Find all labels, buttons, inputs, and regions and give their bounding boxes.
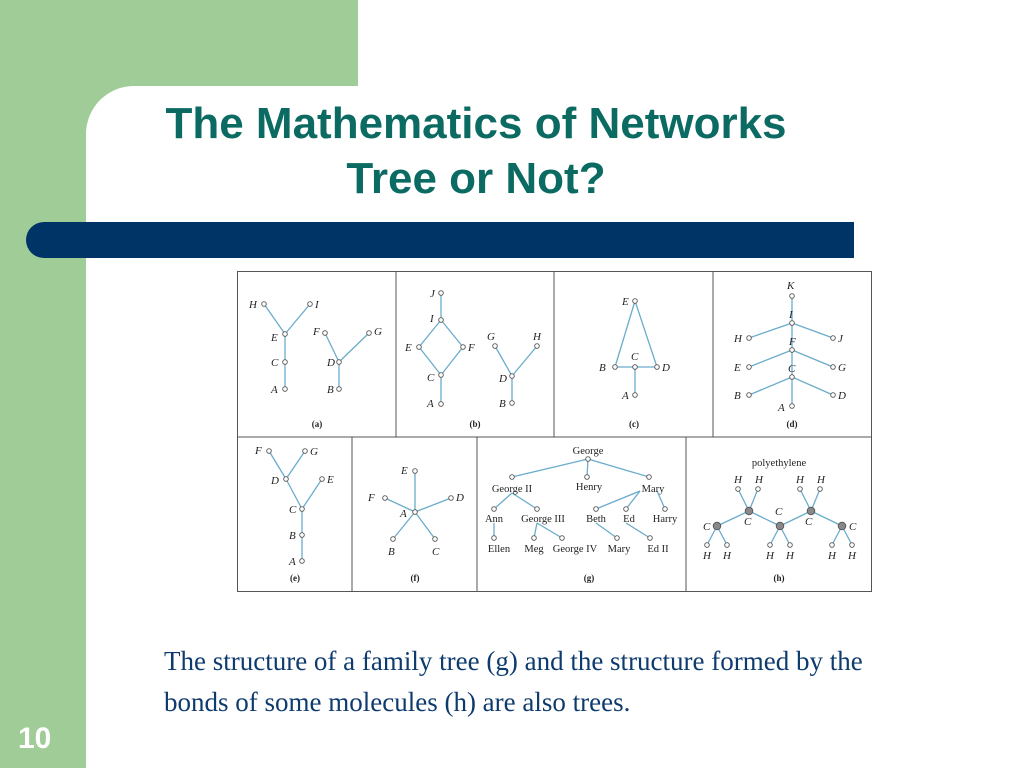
panel-h-label-h10: H <box>848 550 856 562</box>
panel-e-label-c: C <box>289 504 297 516</box>
panel-e-label-a: A <box>289 556 296 568</box>
panel-h-label-c3: C <box>775 506 783 518</box>
panel-c-label-e: E <box>622 296 629 308</box>
panel-c-label-c: C <box>631 351 639 363</box>
panel-g-label-ellen: Ellen <box>487 544 511 555</box>
panel-d-label-b: B <box>734 390 741 402</box>
panel-f-label-e: E <box>401 465 408 477</box>
panel-a-label-i: I <box>315 299 319 311</box>
panel-a-label-g: G <box>374 326 382 338</box>
panel-f-label-b: B <box>388 546 395 558</box>
panel-h-label-h1: H <box>734 474 742 486</box>
panel-g-label-henry: Henry <box>575 482 603 493</box>
panel-e-label-e: E <box>327 474 334 486</box>
panel-c-label-b: B <box>599 362 606 374</box>
panel-a-label-d: D <box>327 357 335 369</box>
panel-h-label-c2: C <box>744 516 752 528</box>
panel-c-label-a: A <box>622 390 629 402</box>
panel-e-label-g: G <box>310 446 318 458</box>
panel-g-label-harry: Harry <box>652 514 678 525</box>
panel-g-label-george-iv: George IV <box>552 544 598 555</box>
panel-f-caption: (f) <box>410 573 420 583</box>
tree-figure <box>237 271 873 593</box>
panel-c-label-d: D <box>662 362 670 374</box>
panel-a <box>264 304 369 389</box>
panel-d-label-c: C <box>788 363 796 375</box>
title-divider-bar <box>26 222 854 258</box>
panel-g-label-george: George <box>572 446 604 457</box>
panel-b-label-i: I <box>430 313 434 325</box>
panel-g-label-meg: Meg <box>524 544 544 555</box>
panel-d-label-e: E <box>734 362 741 374</box>
background-green-side <box>0 0 86 768</box>
panel-b-label-g: G <box>487 331 495 343</box>
panel-g-label-mary: Mary <box>641 484 665 495</box>
panel-d-label-h: H <box>734 333 742 345</box>
panel-f-label-c: C <box>432 546 440 558</box>
panel-h-label-h4: H <box>817 474 825 486</box>
panel-f <box>385 471 451 539</box>
panel-h-caption: (h) <box>773 573 785 583</box>
panel-g-label-mary-2: Mary <box>607 544 631 555</box>
panel-h-label-c4: C <box>805 516 813 528</box>
panel-a-label-h: H <box>249 299 257 311</box>
panel-g <box>491 459 665 538</box>
panel-d-label-f: F <box>789 336 796 348</box>
panel-h-label-c5: C <box>849 521 857 533</box>
panel-h-label-h3: H <box>796 474 804 486</box>
panel-a-label-f: F <box>313 326 320 338</box>
panel-a-caption: (a) <box>311 419 323 429</box>
panel-f-label-d: D <box>456 492 464 504</box>
panel-b-label-e: E <box>405 342 412 354</box>
panel-b-label-j: J <box>430 288 435 300</box>
panel-g-label-ann: Ann <box>484 514 504 525</box>
panel-b-label-f: F <box>468 342 475 354</box>
panel-h-label-c1: C <box>703 521 711 533</box>
panel-h-label-h9: H <box>828 550 836 562</box>
panel-e-label-b: B <box>289 530 296 542</box>
panel-b-label-d: D <box>499 373 507 385</box>
panel-c-caption: (c) <box>629 419 639 429</box>
panel-g-label-ed-ii: Ed II <box>647 544 669 555</box>
panel-g-caption: (g) <box>583 573 595 583</box>
panel-h-label-h7: H <box>766 550 774 562</box>
panel-b <box>419 293 537 404</box>
slide-subtitle: Tree or Not? <box>346 154 606 203</box>
panel-d-caption: (d) <box>786 419 798 429</box>
panel-h-label-h6: H <box>723 550 731 562</box>
panel-f-label-a: A <box>400 508 407 520</box>
panel-d-label-d: D <box>838 390 846 402</box>
panel-a-label-a: A <box>271 384 278 396</box>
slide-number: 10 <box>18 722 52 755</box>
panel-b-caption: (b) <box>469 419 481 429</box>
panel-h-label-h2: H <box>755 474 763 486</box>
panel-e-caption: (e) <box>290 573 300 583</box>
panel-g-label-beth: Beth <box>586 514 606 525</box>
panel-a-label-b: B <box>327 384 334 396</box>
panel-g-label-george-iii: George III <box>521 514 565 525</box>
panel-d-label-a: A <box>778 402 785 414</box>
panel-b-label-b: B <box>499 398 506 410</box>
panel-h-label-h8: H <box>786 550 794 562</box>
panel-e-label-d: D <box>271 475 279 487</box>
panel-h-title: polyethylene <box>751 458 807 469</box>
panel-a-label-c: C <box>271 357 279 369</box>
panel-g-label-ed: Ed <box>623 514 635 525</box>
slide-caption: The structure of a family tree (g) and the structure formed by the bonds of some molecules (h) are also trees. <box>164 646 863 717</box>
panel-c <box>615 301 657 395</box>
panel-a-label-e: E <box>271 332 278 344</box>
panel-h-label-h5: H <box>703 550 711 562</box>
panel-b-label-a: A <box>427 398 434 410</box>
panel-d-label-k: K <box>787 280 795 292</box>
panel-d-label-j: J <box>838 333 843 345</box>
panel-e-label-f: F <box>255 445 262 457</box>
panel-d-label-i: I <box>789 309 793 321</box>
panel-f-label-f: F <box>368 492 375 504</box>
panel-g-label-george-ii: George II <box>491 484 533 495</box>
panel-b-label-c: C <box>427 372 435 384</box>
panel-b-label-h: H <box>533 331 541 343</box>
slide-title: The Mathematics of Networks <box>165 99 787 148</box>
panel-d-label-g: G <box>838 362 846 374</box>
